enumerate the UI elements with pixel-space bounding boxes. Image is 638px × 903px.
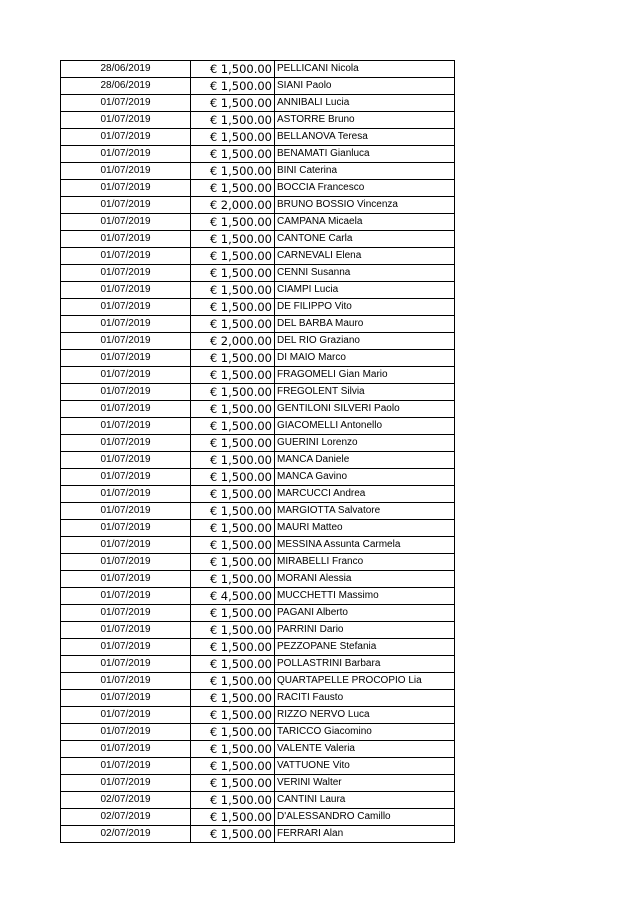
amount-cell: € 1,500.00	[191, 707, 275, 724]
date-cell: 01/07/2019	[61, 554, 191, 571]
amount-cell: € 1,500.00	[191, 163, 275, 180]
amount-cell: € 4,500.00	[191, 588, 275, 605]
name-cell: RIZZO NERVO Luca	[275, 707, 455, 724]
date-cell: 01/07/2019	[61, 214, 191, 231]
amount-cell: € 1,500.00	[191, 724, 275, 741]
amount-cell: € 1,500.00	[191, 554, 275, 571]
date-cell: 01/07/2019	[61, 520, 191, 537]
table-row	[61, 656, 455, 673]
table-row	[61, 333, 455, 350]
date-cell: 01/07/2019	[61, 333, 191, 350]
name-cell: BOCCIA Francesco	[275, 180, 455, 197]
table-row	[61, 639, 455, 656]
amount-cell: € 1,500.00	[191, 350, 275, 367]
table-row	[61, 197, 455, 214]
table-row	[61, 248, 455, 265]
table-row	[61, 78, 455, 95]
table-row	[61, 520, 455, 537]
date-cell: 01/07/2019	[61, 690, 191, 707]
amount-cell: € 1,500.00	[191, 826, 275, 843]
table-row	[61, 809, 455, 826]
amount-cell: € 1,500.00	[191, 690, 275, 707]
date-cell: 01/07/2019	[61, 367, 191, 384]
amount-cell: € 1,500.00	[191, 809, 275, 826]
date-cell: 01/07/2019	[61, 639, 191, 656]
name-cell: DE FILIPPO Vito	[275, 299, 455, 316]
name-cell: RACITI Fausto	[275, 690, 455, 707]
name-cell: CENNI Susanna	[275, 265, 455, 282]
date-cell: 01/07/2019	[61, 197, 191, 214]
table-row	[61, 112, 455, 129]
name-cell: CANTINI Laura	[275, 792, 455, 809]
amount-cell: € 1,500.00	[191, 452, 275, 469]
date-cell: 01/07/2019	[61, 299, 191, 316]
name-cell: MAURI Matteo	[275, 520, 455, 537]
name-cell: MESSINA Assunta Carmela	[275, 537, 455, 554]
name-cell: DEL RIO Graziano	[275, 333, 455, 350]
name-cell: PAGANI Alberto	[275, 605, 455, 622]
table-row	[61, 758, 455, 775]
name-cell: FRAGOMELI Gian Mario	[275, 367, 455, 384]
table-row	[61, 673, 455, 690]
date-cell: 01/07/2019	[61, 486, 191, 503]
name-cell: TARICCO Giacomino	[275, 724, 455, 741]
table-row	[61, 826, 455, 843]
name-cell: CIAMPI Lucia	[275, 282, 455, 299]
table-row	[61, 282, 455, 299]
name-cell: MUCCHETTI Massimo	[275, 588, 455, 605]
amount-cell: € 1,500.00	[191, 367, 275, 384]
date-cell: 01/07/2019	[61, 656, 191, 673]
contributions-table	[60, 60, 455, 843]
name-cell: MORANI Alessia	[275, 571, 455, 588]
name-cell: GIACOMELLI Antonello	[275, 418, 455, 435]
name-cell: MIRABELLI Franco	[275, 554, 455, 571]
name-cell: ASTORRE Bruno	[275, 112, 455, 129]
table-row	[61, 214, 455, 231]
table-row	[61, 707, 455, 724]
name-cell: MARCUCCI Andrea	[275, 486, 455, 503]
date-cell: 01/07/2019	[61, 112, 191, 129]
date-cell: 01/07/2019	[61, 707, 191, 724]
amount-cell: € 1,500.00	[191, 95, 275, 112]
date-cell: 01/07/2019	[61, 401, 191, 418]
date-cell: 01/07/2019	[61, 503, 191, 520]
name-cell: MARGIOTTA Salvatore	[275, 503, 455, 520]
amount-cell: € 1,500.00	[191, 384, 275, 401]
table-row	[61, 554, 455, 571]
amount-cell: € 1,500.00	[191, 622, 275, 639]
name-cell: DI MAIO Marco	[275, 350, 455, 367]
table-row	[61, 741, 455, 758]
amount-cell: € 1,500.00	[191, 673, 275, 690]
table-row	[61, 469, 455, 486]
name-cell: BRUNO BOSSIO Vincenza	[275, 197, 455, 214]
amount-cell: € 1,500.00	[191, 571, 275, 588]
table-row	[61, 299, 455, 316]
table-row	[61, 537, 455, 554]
table-row	[61, 418, 455, 435]
name-cell: VATTUONE Vito	[275, 758, 455, 775]
date-cell: 01/07/2019	[61, 163, 191, 180]
amount-cell: € 1,500.00	[191, 469, 275, 486]
amount-cell: € 1,500.00	[191, 316, 275, 333]
date-cell: 01/07/2019	[61, 282, 191, 299]
amount-cell: € 1,500.00	[191, 435, 275, 452]
amount-cell: € 1,500.00	[191, 741, 275, 758]
amount-cell: € 1,500.00	[191, 129, 275, 146]
amount-cell: € 1,500.00	[191, 282, 275, 299]
name-cell: GENTILONI SILVERI Paolo	[275, 401, 455, 418]
date-cell: 01/07/2019	[61, 622, 191, 639]
amount-cell: € 1,500.00	[191, 418, 275, 435]
name-cell: ANNIBALI Lucia	[275, 95, 455, 112]
date-cell: 01/07/2019	[61, 129, 191, 146]
amount-cell: € 1,500.00	[191, 248, 275, 265]
table-row	[61, 95, 455, 112]
table-row	[61, 316, 455, 333]
name-cell: CANTONE Carla	[275, 231, 455, 248]
amount-cell: € 1,500.00	[191, 503, 275, 520]
table-row	[61, 367, 455, 384]
amount-cell: € 1,500.00	[191, 792, 275, 809]
date-cell: 01/07/2019	[61, 741, 191, 758]
table-row	[61, 452, 455, 469]
amount-cell: € 1,500.00	[191, 775, 275, 792]
amount-cell: € 1,500.00	[191, 180, 275, 197]
date-cell: 01/07/2019	[61, 605, 191, 622]
amount-cell: € 1,500.00	[191, 401, 275, 418]
amount-cell: € 1,500.00	[191, 214, 275, 231]
date-cell: 01/07/2019	[61, 384, 191, 401]
name-cell: BENAMATI Gianluca	[275, 146, 455, 163]
date-cell: 01/07/2019	[61, 95, 191, 112]
amount-cell: € 1,500.00	[191, 486, 275, 503]
name-cell: PELLICANI Nicola	[275, 61, 455, 78]
name-cell: VERINI Walter	[275, 775, 455, 792]
date-cell: 01/07/2019	[61, 231, 191, 248]
name-cell: GUERINI Lorenzo	[275, 435, 455, 452]
table-row	[61, 129, 455, 146]
amount-cell: € 1,500.00	[191, 265, 275, 282]
date-cell: 01/07/2019	[61, 265, 191, 282]
table-row	[61, 622, 455, 639]
amount-cell: € 1,500.00	[191, 299, 275, 316]
table-row	[61, 724, 455, 741]
table-row	[61, 265, 455, 282]
date-cell: 02/07/2019	[61, 792, 191, 809]
name-cell: MANCA Daniele	[275, 452, 455, 469]
table-row	[61, 231, 455, 248]
amount-cell: € 1,500.00	[191, 146, 275, 163]
date-cell: 01/07/2019	[61, 435, 191, 452]
table-row	[61, 401, 455, 418]
table-row	[61, 486, 455, 503]
name-cell: DEL BARBA Mauro	[275, 316, 455, 333]
table-row	[61, 384, 455, 401]
date-cell: 01/07/2019	[61, 350, 191, 367]
name-cell: D'ALESSANDRO Camillo	[275, 809, 455, 826]
date-cell: 02/07/2019	[61, 809, 191, 826]
date-cell: 01/07/2019	[61, 673, 191, 690]
date-cell: 01/07/2019	[61, 452, 191, 469]
date-cell: 01/07/2019	[61, 588, 191, 605]
amount-cell: € 1,500.00	[191, 112, 275, 129]
name-cell: SIANI Paolo	[275, 78, 455, 95]
name-cell: CAMPANA Micaela	[275, 214, 455, 231]
name-cell: FREGOLENT Silvia	[275, 384, 455, 401]
table-row	[61, 588, 455, 605]
date-cell: 01/07/2019	[61, 775, 191, 792]
amount-cell: € 1,500.00	[191, 78, 275, 95]
table-row	[61, 146, 455, 163]
date-cell: 01/07/2019	[61, 146, 191, 163]
date-cell: 01/07/2019	[61, 571, 191, 588]
name-cell: POLLASTRINI Barbara	[275, 656, 455, 673]
date-cell: 28/06/2019	[61, 61, 191, 78]
date-cell: 01/07/2019	[61, 418, 191, 435]
table-row	[61, 180, 455, 197]
table-row	[61, 571, 455, 588]
amount-cell: € 1,500.00	[191, 231, 275, 248]
name-cell: VALENTE Valeria	[275, 741, 455, 758]
name-cell: QUARTAPELLE PROCOPIO Lia	[275, 673, 455, 690]
amount-cell: € 1,500.00	[191, 656, 275, 673]
date-cell: 01/07/2019	[61, 180, 191, 197]
date-cell: 01/07/2019	[61, 537, 191, 554]
amount-cell: € 1,500.00	[191, 639, 275, 656]
date-cell: 01/07/2019	[61, 469, 191, 486]
amount-cell: € 2,000.00	[191, 333, 275, 350]
table-row	[61, 605, 455, 622]
amount-cell: € 1,500.00	[191, 537, 275, 554]
name-cell: BELLANOVA Teresa	[275, 129, 455, 146]
amount-cell: € 2,000.00	[191, 197, 275, 214]
date-cell: 01/07/2019	[61, 758, 191, 775]
name-cell: FERRARI Alan	[275, 826, 455, 843]
amount-cell: € 1,500.00	[191, 758, 275, 775]
table-row	[61, 503, 455, 520]
name-cell: BINI Caterina	[275, 163, 455, 180]
amount-cell: € 1,500.00	[191, 520, 275, 537]
name-cell: MANCA Gavino	[275, 469, 455, 486]
table-row	[61, 350, 455, 367]
date-cell: 01/07/2019	[61, 316, 191, 333]
amount-cell: € 1,500.00	[191, 61, 275, 78]
table-row	[61, 163, 455, 180]
date-cell: 28/06/2019	[61, 78, 191, 95]
table-row	[61, 775, 455, 792]
name-cell: PEZZOPANE Stefania	[275, 639, 455, 656]
date-cell: 01/07/2019	[61, 724, 191, 741]
name-cell: PARRINI Dario	[275, 622, 455, 639]
contributions-table-body	[61, 61, 455, 843]
table-row	[61, 792, 455, 809]
table-row	[61, 435, 455, 452]
table-row	[61, 61, 455, 78]
name-cell: CARNEVALI Elena	[275, 248, 455, 265]
date-cell: 02/07/2019	[61, 826, 191, 843]
table-row	[61, 690, 455, 707]
date-cell: 01/07/2019	[61, 248, 191, 265]
amount-cell: € 1,500.00	[191, 605, 275, 622]
